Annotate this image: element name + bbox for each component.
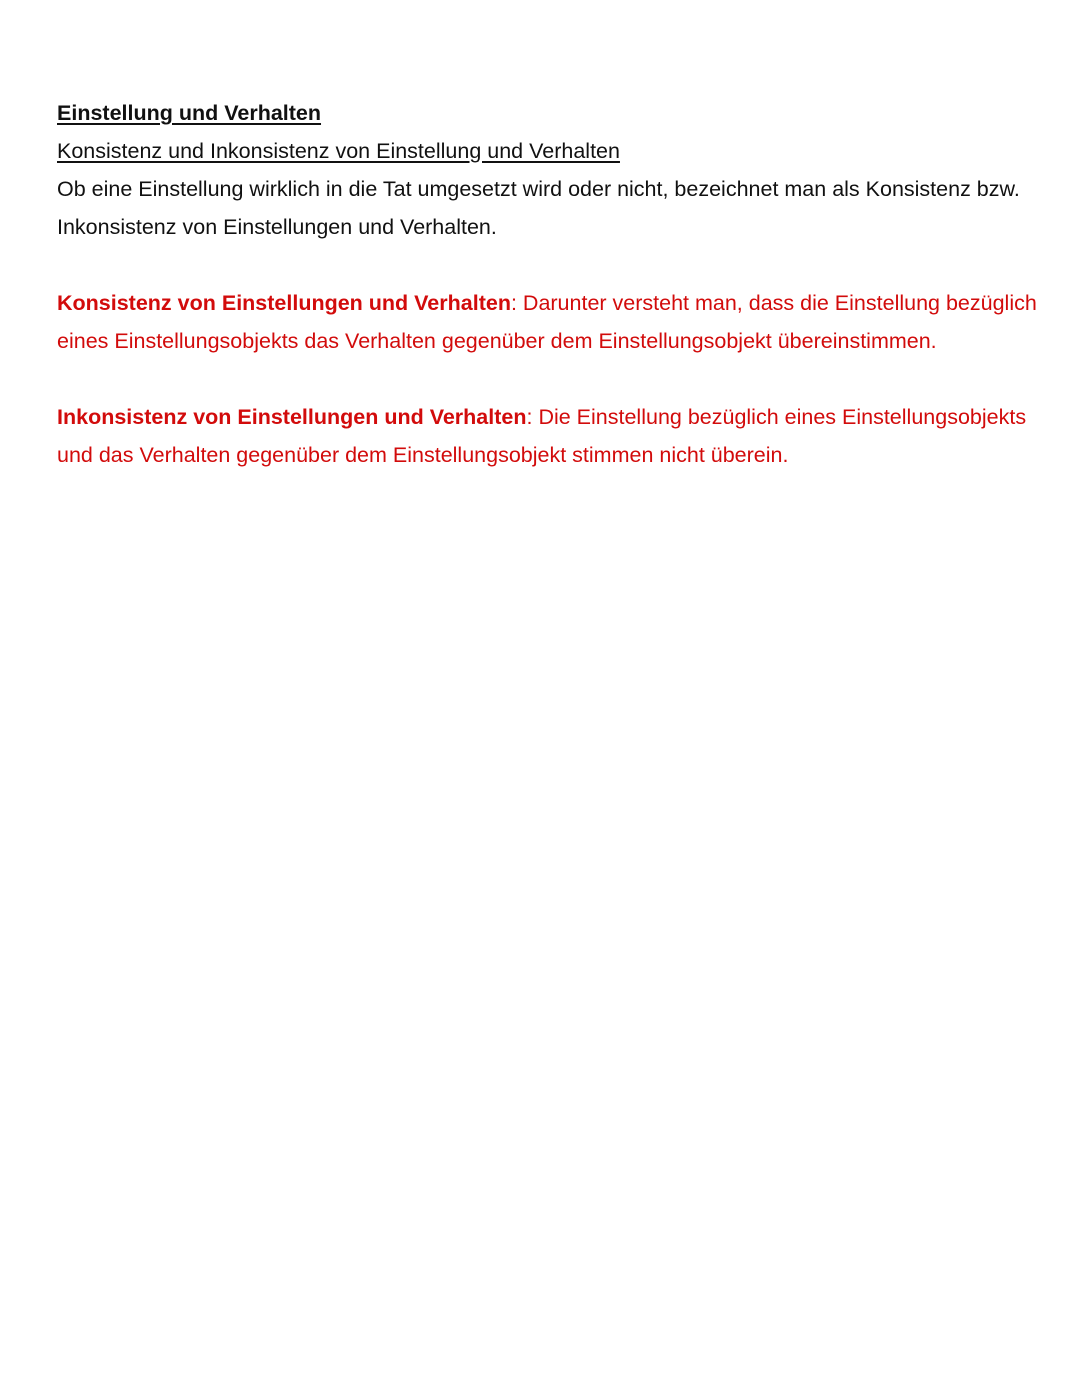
definition-inconsistency [57,398,1037,474]
definition-text: Darunter versteht man, dass die Einstellung bezüglich eines Einstellungsobjekts das Verhalten gegenüber dem Einstellungsobjekt übereinstimmen. [57,291,1037,353]
document-title: Einstellung und Verhalten [57,101,322,125]
definition-term: Inkonsistenz von Einstellungen und Verhalten [57,405,527,429]
section-subtitle: Konsistenz und Inkonsistenz von Einstellung und Verhalten [57,139,620,163]
definition-separator: : [526,405,533,429]
document-page [57,94,1037,474]
intro-paragraph: Ob eine Einstellung wirklich in die Tat umgesetzt wird oder nicht, bezeichnet man als Konsistenz bzw. Inkonsistenz von Einstellungen und Verhalten. [57,177,1020,239]
paragraph-spacer [57,246,1037,284]
definition-term: Konsistenz von Einstellungen und Verhalten [57,291,511,315]
paragraph-spacer [57,360,1037,398]
definition-consistency [57,284,1037,360]
definition-text: Die Einstellung bezüglich eines Einstellungsobjekts und das Verhalten gegenüber dem Einstellungsobjekt stimmen nicht überein. [57,405,1027,467]
definition-separator: : [510,291,517,315]
